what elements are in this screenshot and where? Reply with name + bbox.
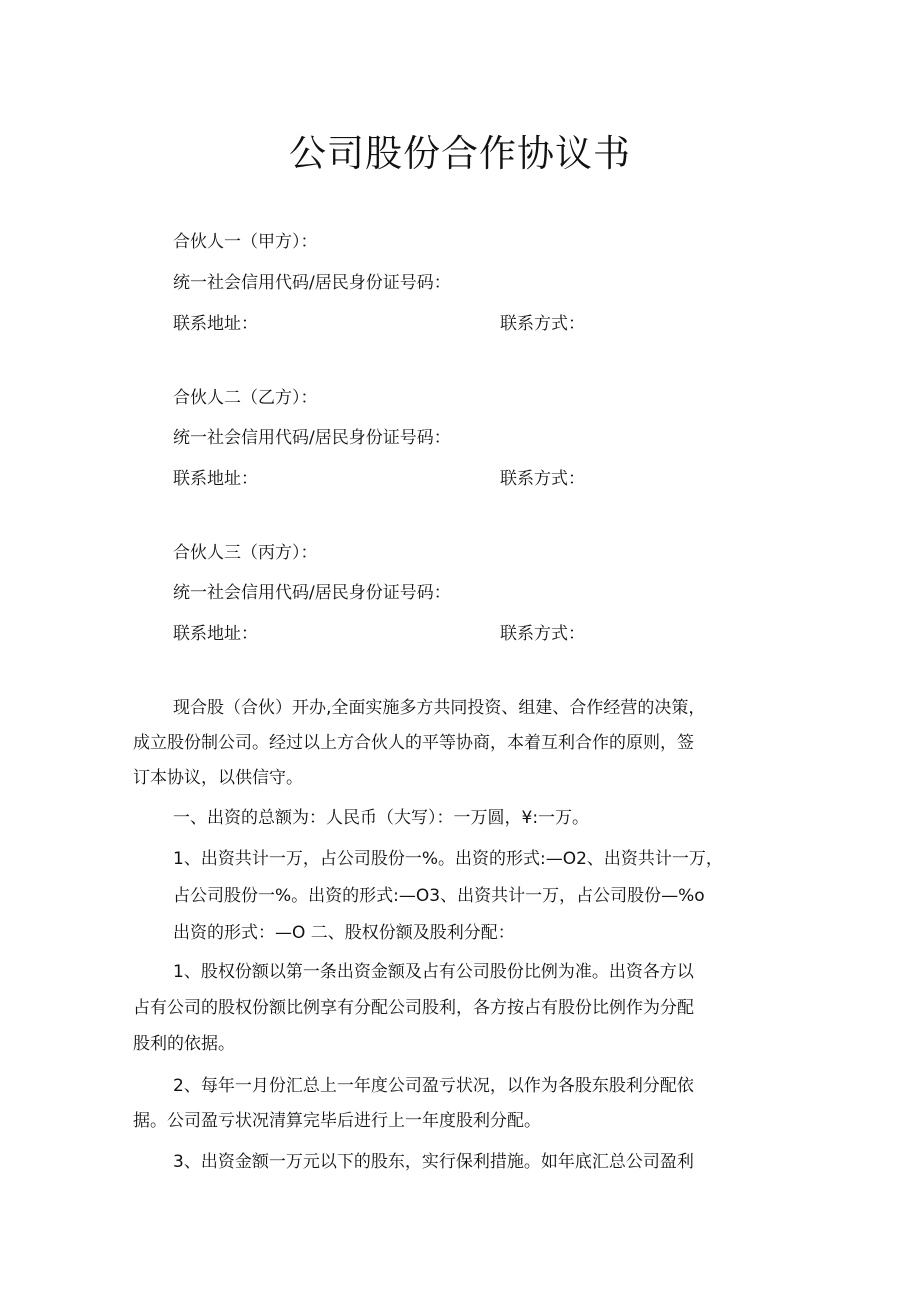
document-title: 公司股份合作协议书	[289, 132, 631, 175]
partner-2-id-label: 统一社会信用代码/居民身份证号码：	[173, 428, 451, 448]
partner-3-heading: 合伙人三（丙方）：	[173, 543, 318, 563]
body-line: 1、出资共计一万，占公司股份一%。出资的形式:—O2、出资共计一万，	[173, 849, 723, 869]
body-line: 占公司股份一%。出资的形式:—O3、出资共计一万，占公司股份—%o	[173, 886, 705, 906]
body-line: 据。公司盈亏状况清算完毕后进行上一年度股利分配。	[133, 1111, 541, 1131]
partner-1-contact-label: 联系方式：	[500, 314, 585, 334]
partner-3-contact-label: 联系方式：	[500, 624, 585, 644]
partner-2-heading: 合伙人二（乙方）：	[173, 388, 318, 408]
body-line: 占有公司的股权份额比例享有分配公司股利，各方按占有股份比例作为分配	[133, 998, 694, 1018]
partner-3-id-label: 统一社会信用代码/居民身份证号码：	[173, 583, 451, 603]
partner-1-heading: 合伙人一（甲方）：	[173, 232, 318, 252]
body-line: 出资的形式：—O 二、股权份额及股利分配：	[173, 923, 515, 943]
partner-1-id-label: 统一社会信用代码/居民身份证号码：	[173, 273, 451, 293]
partner-1-address-label: 联系地址：	[173, 314, 258, 334]
body-line: 订本协议，以供信守。	[133, 768, 303, 788]
body-line: 2、每年一月份汇总上一年度公司盈亏状况，以作为各股东股利分配依	[173, 1076, 694, 1096]
body-line: 3、出资金额一万元以下的股东，实行保利措施。如年底汇总公司盈利	[173, 1152, 694, 1172]
partner-3-address-label: 联系地址：	[173, 624, 258, 644]
body-line: 1、股权份额以第一条出资金额及占有公司股份比例为准。出资各方以	[173, 962, 694, 982]
body-line: 成立股份制公司。经过以上方合伙人的平等协商，本着互利合作的原则，签	[133, 733, 694, 753]
body-line: 股利的依据。	[133, 1034, 235, 1054]
body-line: 现合股（合伙）开办,全面实施多方共同投资、组建、合作经营的决策，	[173, 698, 706, 718]
body-line: 一、出资的总额为：人民币（大写）：一万圆，¥:一万。	[173, 808, 590, 828]
partner-2-contact-label: 联系方式：	[500, 469, 585, 489]
partner-2-address-label: 联系地址：	[173, 469, 258, 489]
